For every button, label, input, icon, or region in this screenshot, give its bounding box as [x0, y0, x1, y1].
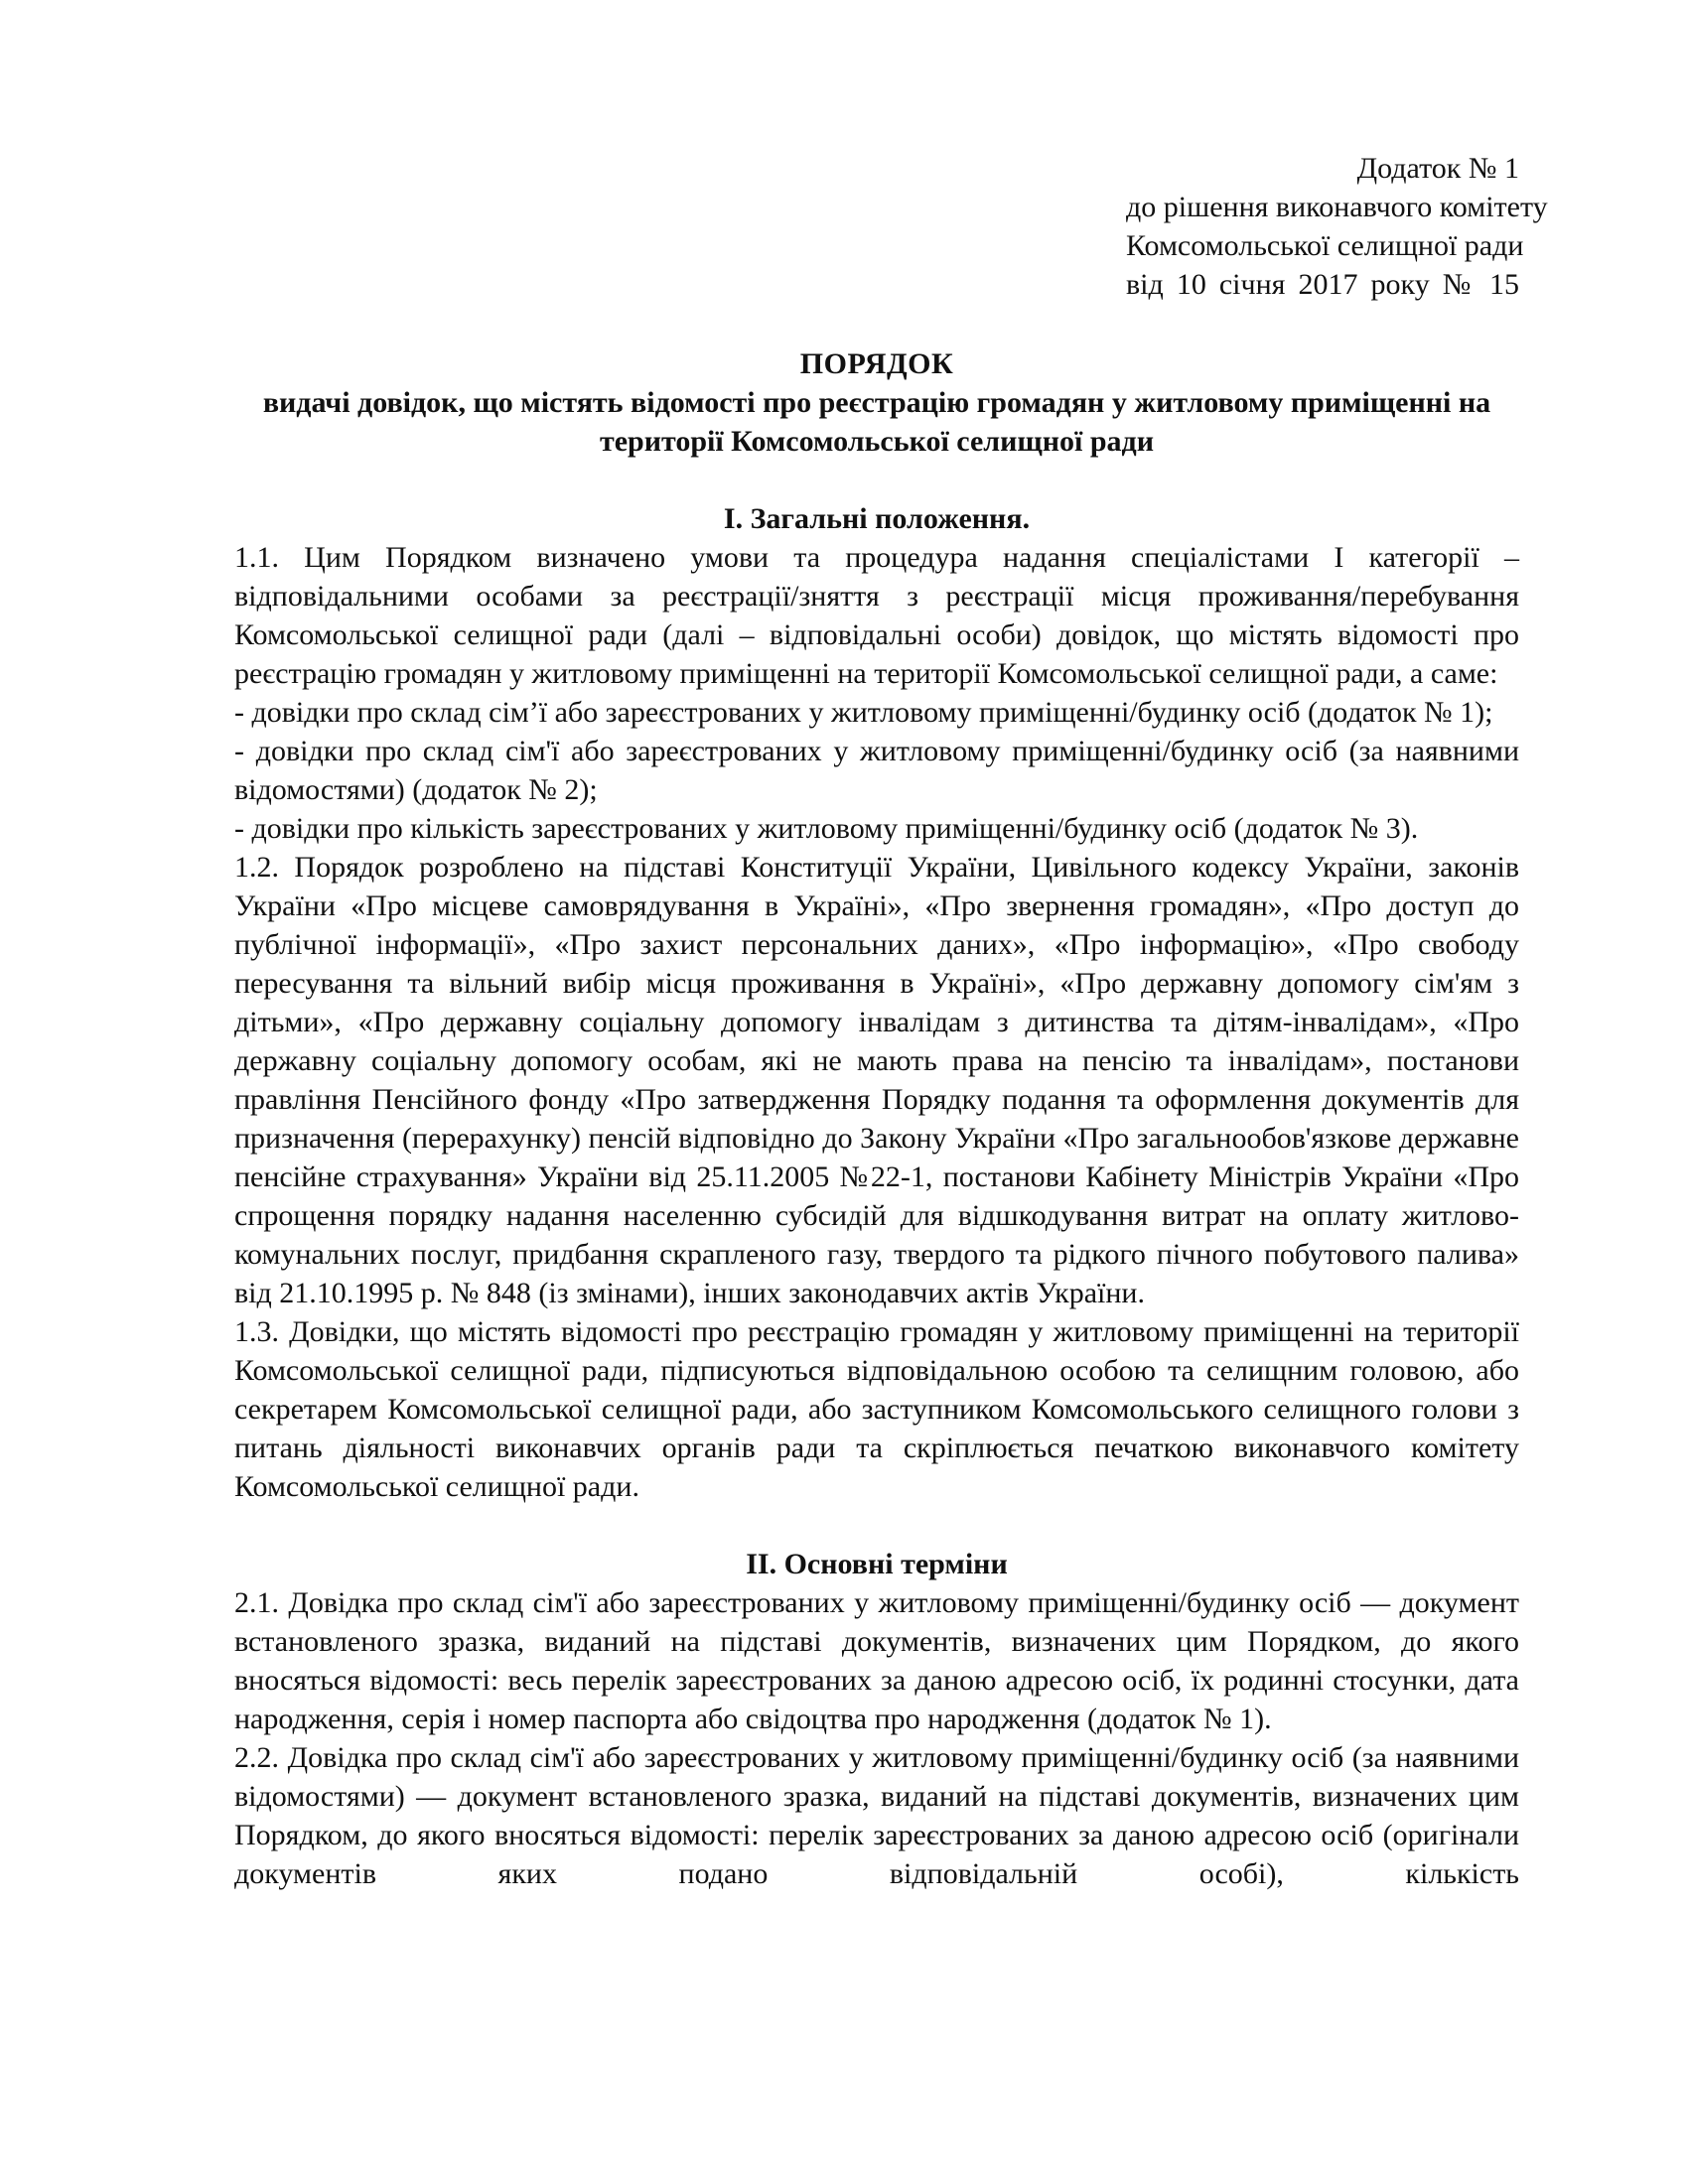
paragraph-2-1: 2.1. Довідка про склад сім'ї або зареєстрованих у житловому приміщенні/будинку осіб — документ встановленого зразка, виданий на підставі документів, визначених цим Порядком, до якого вносяться відомості: весь перелік зареєстрованих за даною адресою осіб, їх родинні стосунки, дата народження, серія і номер паспорта або свідоцтва про народження (додаток № 1). — [234, 1586, 1519, 1735]
paragraph-2-2: 2.2. Довідка про склад сім'ї або зареєстрованих у житловому приміщенні/будинку осіб (за наявними відомостями) — документ встановленого зразка, виданий на підставі документів, визначених цим Порядком, до якого вносяться відомості: перелік зареєстрованих за даною адресою осіб (оригінали документів яких подано відповідальній особі), кількість — [234, 1741, 1519, 1890]
document-title — [234, 344, 1519, 461]
paragraph-1-3: 1.3. Довідки, що містять відомості про реєстрацію громадян у житловому приміщенні на території Комсомольської селищної ради, підписуються відповідальною особою та селищним головою, або секретарем Комсомольської селищної ради, або заступником Комсомольського селищного голови з питань діяльності виконавчих органів ради та скріплюється печаткою виконавчого комітету Комсомольської селищної ради. — [234, 1315, 1519, 1503]
section-1-heading: І. Загальні положення. — [723, 502, 1031, 535]
paragraph-1-2: 1.2. Порядок розроблено на підставі Конституції України, Цивільного кодексу України, законів України «Про місцеве самоврядування в Україні», «Про звернення громадян», «Про доступ до публічної інформації», «Про захист персональних даних», «Про інформацію», «Про свободу пересування та вільний вибір місця проживання в Україні», «Про державну допомогу сім'ям з дітьми», «Про державну соціальну допомогу інвалідам з дитинства та дітям-інвалідам», «Про державну соціальну допомогу особам, які не мають права на пенсію та інвалідам», постанови правління Пенсійного фонду «Про затвердження Порядку подання та оформлення документів для призначення (перерахунку) пенсій відповідно до Закону України «Про загальнообов'язкове державне пенсійне страхування» України від 25.11.2005 №22-1, постанови Кабінету Міністрів України «Про спрощення порядку надання населенню субсидій для відшкодування витрат на оплату житлово-комунальних послуг, придбання скрапленого газу, твердого та рідкого пічного побутового палива» від 21.10.1995 р. № 848 (із змінами), інших законодавчих актів України. — [234, 851, 1519, 1309]
document-body — [234, 149, 1548, 1893]
paragraph-1-1: 1.1. Цим Порядком визначено умови та процедура надання спеціалістами І категорії – відповідальними особами за реєстрації/зняття з реєстрації місця проживання/перебування Комсомольської селищної ради (далі – відповідальні особи) довідок, що містять відомості про реєстрацію громадян у житловому приміщенні на території Комсомольської селищної ради, а саме: — [234, 541, 1519, 690]
list-item-2: - довідки про склад сім'ї або зареєстрованих у житловому приміщенні/будинку осіб (за наявними відомостями) (додаток № 2); — [234, 735, 1519, 806]
title-subtitle: видачі довідок, що містять відомості про реєстрацію громадян у житловому приміщенні на території Комсомольської селищної ради — [262, 386, 1491, 458]
appendix-date-line: від 10 січня 2017 року № 15 — [1126, 268, 1519, 301]
section-2-heading: ІІ. Основні терміни — [746, 1548, 1008, 1580]
appendix-header — [1126, 149, 1548, 304]
appendix-number: Додаток № 1 — [1356, 152, 1519, 185]
appendix-decision-line: до рішення виконавчого комітету — [1126, 191, 1548, 223]
list-item-1: - довідки про склад сім’ї або зареєстрованих у житловому приміщенні/будинку осіб (додаток № 1); — [234, 696, 1493, 729]
list-item-3: - довідки про кількість зареєстрованих у житловому приміщенні/будинку осіб (додаток № 3). — [234, 812, 1419, 845]
title-main: ПОРЯДОК — [799, 347, 954, 380]
appendix-council-line: Комсомольської селищної ради — [1126, 229, 1524, 262]
